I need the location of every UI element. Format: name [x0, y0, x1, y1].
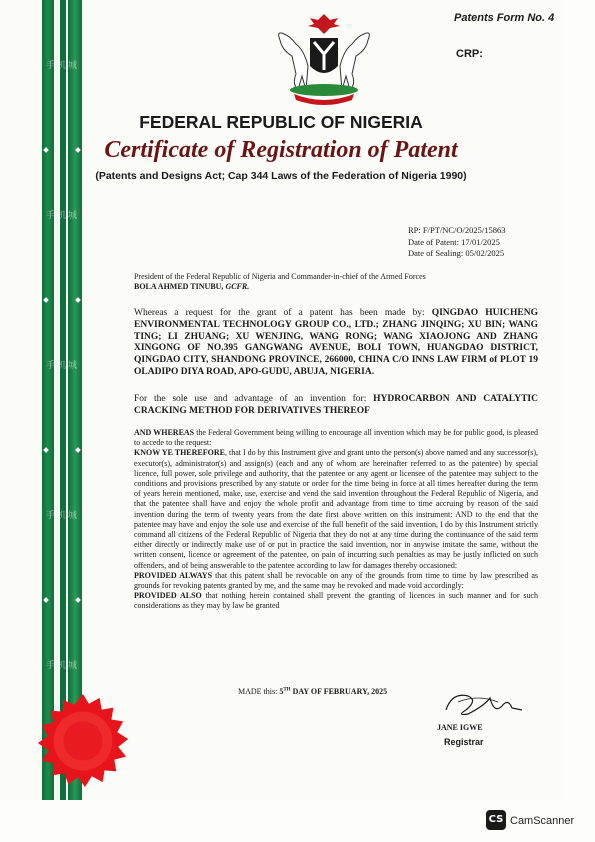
provided-always-label: PROVIDED ALWAYS	[134, 570, 213, 580]
provided-also-label: PROVIDED ALSO	[134, 591, 202, 601]
invention-paragraph	[134, 394, 538, 418]
form-number: Patents Form No. 4	[454, 12, 555, 24]
grant-paragraph	[134, 428, 538, 612]
applicant-details: QINGDAO HUICHENG ENVIRONMENTAL TECHNOLOGY GROUP CO., LTD.; ZHANG JINQING; XU BIN; WANG TING; LI ZHUANG; XU WENJING, WANG RONG; WANG XIAOJONG AND ZHANG XINGONG OF NO.395 GANGWANG AVENUE, BOLI TOWN, HUANGDAO DISTRICT, QINGDAO CITY, SHANDONG PROVINCE, 266000, CHINA C/O INNS LAW FIRM of PLOT 19 OLADIPO DIYA ROAD, APO-GUDU, ABUJA, NIGERIA.	[134, 308, 539, 377]
and-whereas-label: AND WHEREAS	[134, 428, 195, 437]
registrar-signature	[438, 684, 524, 724]
watermark: 手机城	[46, 211, 80, 221]
date-of-sealing: Date of Sealing: 05/02/2025	[408, 248, 505, 258]
watermark: 手机城	[46, 361, 80, 371]
know-ye-label: KNOW YE THEREFORE	[134, 448, 225, 458]
provided-also-text: that nothing herein contained shall prevent the granting of licences in such manner and for such considerations as they may by law be granted	[134, 591, 539, 611]
made-prefix: MADE this:	[238, 687, 278, 696]
president-paragraph	[134, 272, 538, 292]
provided-always-text: that this patent shall be revocable on any of the grounds from time to time by law prescribed as grounds for revoking patents granted by me, and the same may be revoked and made void accordingly:	[134, 570, 539, 591]
coat-of-arms-icon	[262, 10, 386, 110]
watermark: 手机城	[46, 511, 80, 521]
invention-title: HYDROCARBON AND CATALYTIC CRACKING METHOD FOR DERIVATIVES THEREOF	[134, 394, 538, 416]
certificate-title: Certificate of Registration of Patent	[104, 137, 458, 163]
act-reference: (Patents and Designs Act; Cap 344 Laws of the Federation of Nigeria 1990)	[95, 170, 467, 182]
patent-meta	[408, 225, 506, 260]
made-day-suffix: TH	[283, 687, 291, 693]
made-day: 5	[279, 687, 284, 696]
know-ye-text: , that I do by this Instrument give and grant unto the person(s) above named and any successor(s), executor(s), administrator(s) and assign(s) (each and any of whom are hereinafter referred to as the patentee) by special licence, full power, sole privilege and authority, that the patentee or any agent or licensee of the patentee may subject to the conditions and provisions prescribed by any statute or order for the time being in force at all times hereafter during the term of years herein mentioned, make, use, exercise and vend the said invention throughout the Federal Republic of Nigeria, and that the patentee shall have and enjoy the whole profit and advantage from time to time accruing by reason of the said invention during the term of twenty years from the date first above written on this instrument: AND to the end that the patentee may have and enjoy the sole use and exercise of the full benefit of the said invention, I do by this Instrument strictly command all citizens of the Federal Republic of Nigeria that they do not at any time during the continuance of the said term either directly or indirectly make use of or put in practice the said invention, nor in anywise imitate the same, without the written consent, licence or agreement of the patentee, on pain of incurring such penalties as may be justly inflicted on such offenders, and of being answerable to the patentee according to law for damages thereby occasioned:	[134, 448, 539, 570]
registrar-role: Registrar	[444, 737, 484, 747]
made-date	[238, 687, 387, 696]
invention-intro: For the sole use and advantage of an invention for:	[134, 394, 367, 404]
date-of-patent: Date of Patent: 17/01/2025	[408, 236, 500, 247]
president-title: GCFR.	[225, 282, 250, 292]
page-title: FEDERAL REPUBLIC OF NIGERIA	[139, 112, 423, 132]
watermark: 手机城	[46, 61, 80, 71]
whereas-paragraph	[134, 308, 538, 379]
and-whereas-text: the Federal Government being willing to encourage all invention which may be for public good, is pleased to accede to the request:	[134, 428, 539, 448]
president-line: President of the Federal Republic of Nigeria and Commander-in-chief of the Armed Forces	[134, 272, 426, 281]
president-name: BOLA AHMED TINUBU,	[134, 282, 224, 292]
crp-label: CRP:	[456, 48, 483, 60]
registrar-name: JANE IGWE	[437, 723, 483, 732]
red-seal-icon	[34, 692, 132, 790]
camscanner-logo-icon: CS	[486, 810, 506, 830]
camscanner-label: CamScanner	[510, 815, 575, 827]
watermark: 手机城	[46, 661, 80, 671]
whereas-intro: Whereas a request for the grant of a patent has been made by:	[134, 308, 425, 318]
rp-number: RP: F/PT/NC/O/2025/15863	[408, 225, 506, 235]
made-month-year: DAY OF FEBRUARY, 2025	[292, 687, 388, 696]
